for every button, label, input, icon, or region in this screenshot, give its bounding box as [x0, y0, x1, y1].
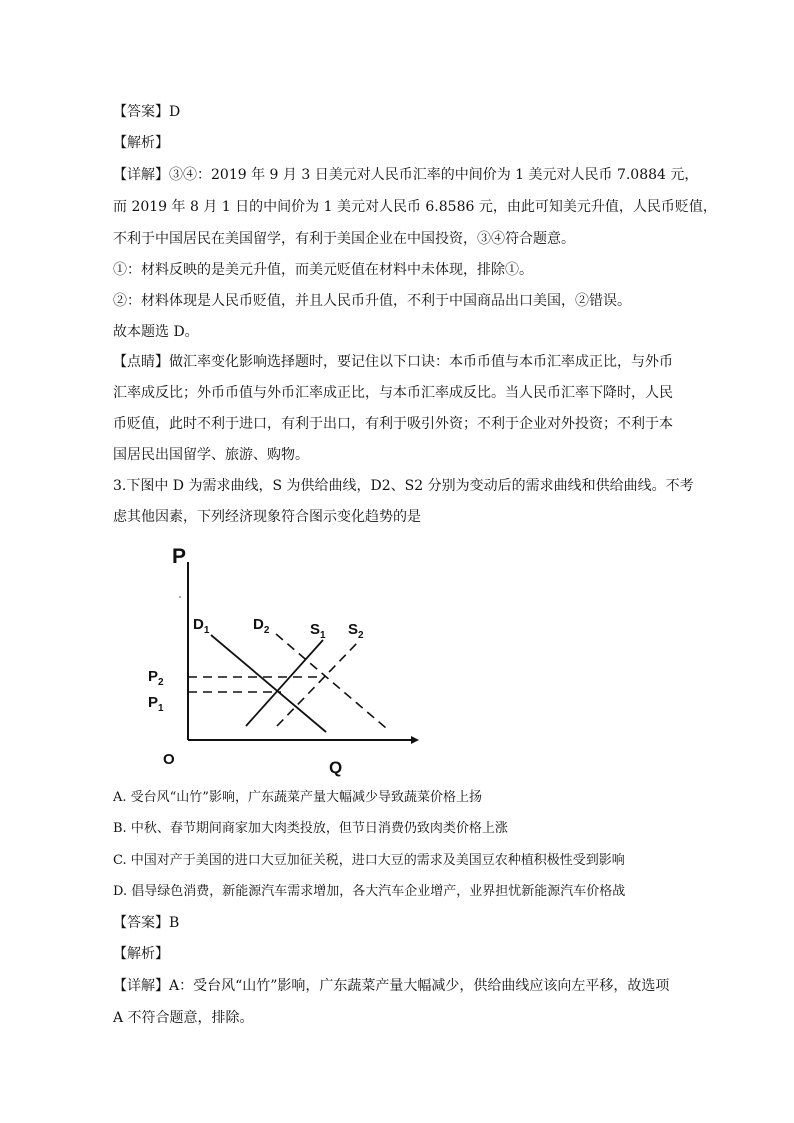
- detail-line: 而 2019 年 8 月 1 日的中间价为 1 美元对人民币 6.8586 元，由此可知美元升值，人民币贬值，: [113, 199, 717, 215]
- demand-curve-d2: [276, 634, 386, 728]
- price-label-p1: $P_1$: [148, 694, 164, 714]
- x-axis-arrow: [411, 736, 419, 744]
- detail-line: ①：材料反映的是美元升值，而美元贬值在材料中未体现，排除①。: [113, 262, 533, 278]
- curve-label-s1: $S_1$: [310, 621, 326, 641]
- analysis-label-1: 【解析】: [113, 135, 169, 151]
- curve-label-d1: $D_1$: [193, 616, 210, 636]
- supply-curve-s1: [246, 640, 323, 726]
- curve-label-s2: $S_2$: [348, 621, 364, 641]
- option-d: D. 倡导绿色消费，新能源汽车需求增加，各大汽车企业增产，业界担忧新能源汽车价格战: [113, 884, 626, 899]
- axis-label-p: P: [172, 545, 187, 568]
- answer-label-1: 【答案】D: [113, 104, 181, 120]
- option-c: C. 中国对产于美国的进口大豆加征关税，进口大豆的需求及美国豆农种植积极性受到影响: [113, 853, 625, 868]
- supply-demand-graph: [143, 540, 423, 780]
- tip-line: 【点睛】做汇率变化影响选择题时，要记住以下口诀：本币币值与本币汇率成正比，与外币: [113, 354, 673, 370]
- demand-curve-d1: [211, 635, 326, 732]
- axis-label-q: Q: [329, 758, 343, 777]
- tip-line: 汇率成反比；外币币值与外币汇率成正比，与本币汇率成反比。当人民币汇率下降时，人民: [113, 385, 673, 401]
- detail-line: 【详解】③④：2019 年 9 月 3 日美元对人民币汇率的中间价为 1 美元对人民币 7.0884 元，: [113, 167, 699, 183]
- analysis-label-2: 【解析】: [113, 946, 169, 962]
- answer-label-2: 【答案】B: [113, 915, 180, 931]
- question-stem: 虑其他因素，下列经济现象符合图示变化趋势的是: [113, 509, 421, 525]
- option-b: B. 中秋、春节期间商家加大肉类投放，但节日消费仍致肉类价格上涨: [113, 821, 508, 836]
- detail-line: ②：材料体现是人民币贬值，并且人民币升值，不利于中国商品出口美国，②错误。: [113, 293, 631, 309]
- curve-label-d2: $D_2$: [253, 616, 270, 636]
- supply-curve-s2: [277, 640, 360, 726]
- price-label-p2: $P_2$: [148, 668, 164, 688]
- detail-line: A 不符合题意，排除。: [113, 1010, 254, 1026]
- detail-line: 【详解】A：受台风“山竹”影响，广东蔬菜产量大幅减少，供给曲线应该向左平移，故选项: [113, 978, 670, 994]
- detail-line: 故本题选 D。: [113, 324, 199, 340]
- origin-label: O: [163, 751, 175, 768]
- option-a: A. 受台风“山竹”影响，广东蔬菜产量大幅减少导致蔬菜价格上扬: [113, 790, 482, 805]
- detail-line: 不利于中国居民在美国留学，有利于美国企业在中国投资，③④符合题意。: [113, 231, 575, 247]
- tip-line: 币贬值，此时不利于进口，有利于出口，有利于吸引外资；不利于企业对外投资；不利于本: [113, 416, 673, 432]
- tip-line: 国居民出国留学、旅游、购物。: [113, 447, 309, 463]
- question-stem: 3.下图中 D 为需求曲线，S 为供给曲线，D2、S2 分别为变动后的需求曲线和供给曲线。不考: [113, 478, 694, 494]
